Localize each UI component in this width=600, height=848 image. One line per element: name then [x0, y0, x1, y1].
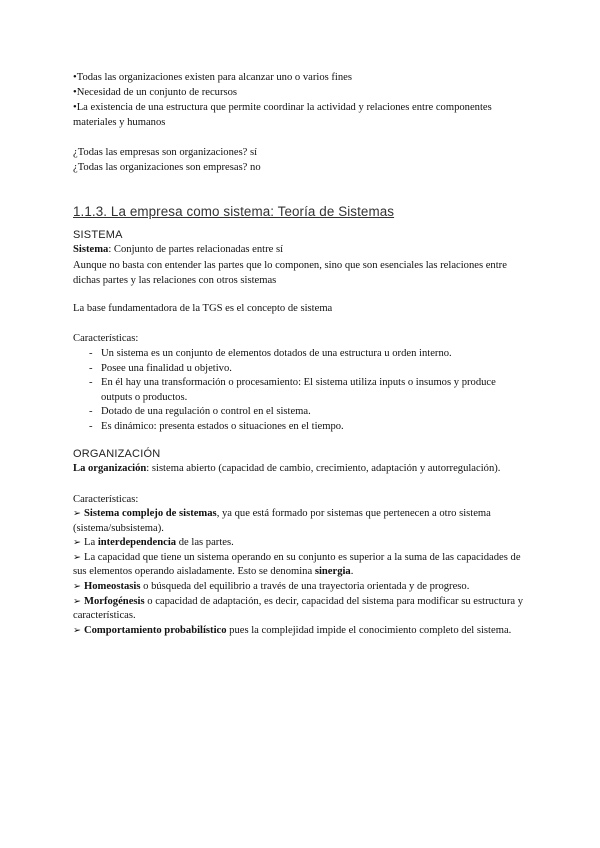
list-item — [73, 595, 533, 624]
organizacion-term: La organización — [73, 463, 147, 474]
organizacion-char-label: Características: — [73, 494, 139, 505]
list-item: - Dotado de una regulación o control en el sistema. — [73, 405, 533, 420]
section-heading: 1.1.3. La empresa como sistema: Teoría de Sistemas — [73, 204, 395, 219]
list-item — [73, 536, 533, 551]
list-item — [73, 507, 533, 536]
intro-bullet: •La existencia de una estructura que permite coordinar la actividad y relaciones entre componentes materiales y humanos — [73, 102, 492, 128]
item-bold: Morfogénesis — [83, 595, 145, 607]
item-text: . — [350, 566, 354, 578]
item-bold: interdependencia — [97, 537, 177, 549]
question-line: ¿Todas las empresas son organizaciones? sí — [73, 147, 258, 158]
list-item: - En él hay una transformación o procesamiento: El sistema utiliza inputs o insumos y produce outputs o productos. — [73, 376, 533, 405]
item-text: La — [83, 537, 98, 549]
sistema-title: SISTEMA — [73, 229, 123, 241]
list-item — [73, 580, 533, 595]
sistema-characteristics-list — [73, 347, 533, 435]
item-bold: Homeostasis — [83, 580, 141, 592]
sistema-char-label: Características: — [73, 333, 139, 344]
list-item: - Un sistema es un conjunto de elementos dotados de una estructura u orden interno. — [73, 347, 533, 362]
item-bold: Comportamiento probabilístico — [83, 624, 227, 636]
item-text: pues la complejidad impide el conocimiento completo del sistema. — [226, 624, 512, 636]
item-text: o búsqueda del equilibrio a través de una trayectoria orientada y de progreso. — [140, 580, 470, 592]
item-text: , ya que está formado por sistemas que pertenecen a otro sistema (sistema/subsistema). — [73, 508, 491, 534]
item-text: o capacidad de adaptación, es decir, capacidad del sistema para modificar su estructura y características. — [73, 595, 524, 622]
organizacion-title: ORGANIZACIÓN — [73, 448, 161, 460]
intro-bullet: •Necesidad de un conjunto de recursos — [73, 87, 238, 98]
list-item: - Posee una finalidad u objetivo. — [73, 362, 533, 377]
sistema-def-text: : Conjunto de partes relacionadas entre sí — [108, 244, 284, 255]
sistema-base: La base fundamentadora de la TGS es el concepto de sistema — [73, 303, 333, 314]
organizacion-def-text: : sistema abierto (capacidad de cambio, crecimiento, adaptación y autorregulación). — [146, 463, 501, 474]
list-item — [73, 624, 533, 639]
organizacion-definition — [73, 462, 533, 477]
organizacion-characteristics-list — [73, 507, 533, 638]
intro-bullet: •Todas las organizaciones existen para alcanzar uno o varios fines — [73, 72, 352, 83]
list-item — [73, 551, 533, 580]
sistema-term: Sistema — [73, 244, 109, 255]
list-item: - Es dinámico: presenta estados o situaciones en el tiempo. — [73, 420, 533, 435]
sistema-definition — [73, 243, 533, 258]
item-bold: Sistema complejo de sistemas — [83, 508, 217, 519]
question-line: ¿Todas las organizaciones son empresas? no — [73, 162, 261, 173]
sistema-paragraph: Aunque no basta con entender las partes que lo componen, sino que son esenciales las relaciones entre dichas partes y las relaciones con otros sistemas — [73, 260, 507, 286]
item-text: La capacidad que tiene un sistema operando en su conjunto es superior a la suma de las capacidades de sus elementos operando aisladamente. Esto se denomina — [73, 551, 521, 578]
item-bold: sinergia — [314, 566, 351, 578]
item-text: de las partes. — [176, 537, 234, 549]
